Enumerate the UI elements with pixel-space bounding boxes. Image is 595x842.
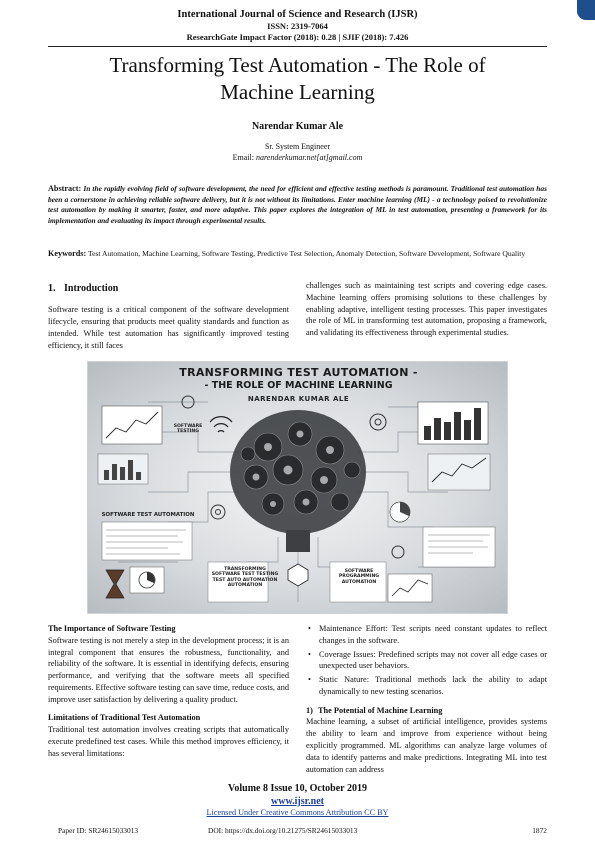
list-item xyxy=(306,674,547,698)
intro-paragraph-left: Software testing is a critical component of the software development lifecycle, ensuring that products meet quality standards and function as intended. While test automation has significantly improved testing efficiency, it still faces xyxy=(48,305,289,350)
abstract-label: Abstract: xyxy=(48,184,82,193)
author-role: Sr. System Engineer xyxy=(264,142,331,151)
list-item xyxy=(306,623,547,647)
list-item-text: Coverage Issues: Predefined scripts may not cover all edge cases or unexpected user behaviors. xyxy=(319,649,547,671)
figure-author: NARENDAR KUMAR ALE xyxy=(247,395,350,403)
bullet-glyph: • xyxy=(308,624,311,633)
journal-header xyxy=(0,8,595,42)
section-title: Introduction xyxy=(64,283,119,294)
figure-ml-test-automation xyxy=(87,361,508,614)
section-heading-introduction xyxy=(48,282,289,296)
keywords-text: Test Automation, Machine Learning, Software Testing, Predictive Test Selection, Anomaly Detection, Software Development, Software Quality xyxy=(87,249,526,258)
intro-right-column xyxy=(306,280,547,339)
section-number: 1. xyxy=(48,283,56,294)
figure-label-transforming: TRANSFORMING SOFTWARE TEST TESTING TEST AUTO AUTOMATION AUTOMATION xyxy=(211,567,279,588)
keywords-label: Keywords: xyxy=(48,249,87,258)
gear-brain xyxy=(230,410,366,552)
subheading-importance: The Importance of Software Testing xyxy=(48,624,176,633)
figure-label-software-testing: SOFTWARE TESTING xyxy=(173,424,203,435)
footer-doi: DOI: https://dx.doi.org/10.21275/SR24615033013 xyxy=(208,826,358,835)
footer-volume: Volume 8 Issue 10, October 2019 xyxy=(228,783,367,794)
figure-title-line-1: TRANSFORMING TEST AUTOMATION - xyxy=(179,366,418,379)
author-name: Narendar Kumar Ale xyxy=(251,121,344,132)
subsection-title: The Potential of Machine Learning xyxy=(318,705,443,715)
header-divider xyxy=(48,46,547,47)
footer-site-link[interactable]: www.ijsr.net xyxy=(271,795,324,807)
keywords xyxy=(48,248,547,260)
potential-paragraph: Machine learning, a subset of artificial intelligence, provides systems the ability to learn and improve from experience without being explicitly programmed. ML algorithms can analyze large volumes of data to identify patterns and make predictions. Integrating ML into test automation can address xyxy=(306,717,547,774)
subheading-potential-ml xyxy=(306,705,547,717)
figure-label-software-test-automation: SOFTWARE TEST AUTOMATION xyxy=(101,512,195,518)
footer-paper-id: Paper ID: SR24615033013 xyxy=(58,826,139,835)
lower-right-column xyxy=(306,623,547,775)
intro-left-column xyxy=(48,282,289,351)
limitations-paragraph: Traditional test automation involves creating scripts that automatically execute predefined test cases. While this method improves efficiency, it has several limitations: xyxy=(48,725,289,758)
author-email-line xyxy=(48,153,547,164)
paper-title-line-2: Machine Learning xyxy=(220,80,375,105)
bullet-glyph: • xyxy=(308,675,311,685)
importance-paragraph: Software testing is not merely a step in the development process; it is an integral component that ensures the robustness, functionality, and reliability of the software. It is essential in identifying defects, ensuring performance, and verifying that the software meets all specified requirements. Effective software testing can save time, reduce costs, and improve user satisfaction by delivering a quality product. xyxy=(48,635,289,704)
footer-page-number: 1872 xyxy=(532,826,547,835)
limitations-list xyxy=(306,623,547,698)
footer-license-link[interactable]: Licensed Under Creative Commons Attribution CC BY xyxy=(206,808,389,817)
abstract xyxy=(48,183,547,226)
figure-label-programming-automation: SOFTWARE PROGRAMMING AUTOMATION xyxy=(338,569,380,585)
journal-issn: ISSN: 2319-7064 xyxy=(267,21,328,32)
subsection-number: 1) xyxy=(306,705,313,715)
paper-title-line-1: Transforming Test Automation - The Role of xyxy=(109,53,486,77)
journal-impact-factor: ResearchGate Impact Factor (2018): 0.28 | SJIF (2018): 7.426 xyxy=(186,31,409,42)
bullet-glyph: • xyxy=(308,649,311,659)
intro-paragraph-right: challenges such as maintaining test scripts and covering edge cases. Machine learning offers promising solutions to these challenges by enabling adaptive, intelligent testing processes. This paper investigates the role of ML in transforming test automation, proposing a framework, and validating its effectiveness through experimental studies. xyxy=(306,281,547,338)
email-label: Email: xyxy=(232,152,256,162)
list-item-text: Maintenance Effort: Test scripts need constant updates to reflect changes in the software. xyxy=(319,624,547,645)
subheading-limitations: Limitations of Traditional Test Automation xyxy=(48,713,201,723)
list-item xyxy=(306,649,547,673)
paper-title xyxy=(48,52,547,107)
page-footer xyxy=(0,783,595,819)
figure-title-line-2: - THE ROLE OF MACHINE LEARNING xyxy=(204,380,393,391)
author-email: narenderkumar.net[at]gmail.com xyxy=(255,152,363,162)
lower-left-column xyxy=(48,623,289,760)
author-affiliation xyxy=(48,142,547,164)
journal-name: International Journal of Science and Research (IJSR) xyxy=(177,9,418,20)
list-item-text: Static Nature: Traditional methods lack the ability to adapt dynamically to new testing scenarios. xyxy=(319,675,547,696)
abstract-text: In the rapidly evolving field of software development, the need for efficient and effective testing methods is paramount. Traditional test automation has been a cornerstone in achieving reliable software delivery, but it is not without its limitations. Enter machine learning (ML) - a technology poised to revolutionize test automation by making it smarter, faster, and more adaptive. This paper explores the integration of ML in test automation, presenting a framework for its implementation and evaluating its impact through experimental results. xyxy=(48,184,547,225)
